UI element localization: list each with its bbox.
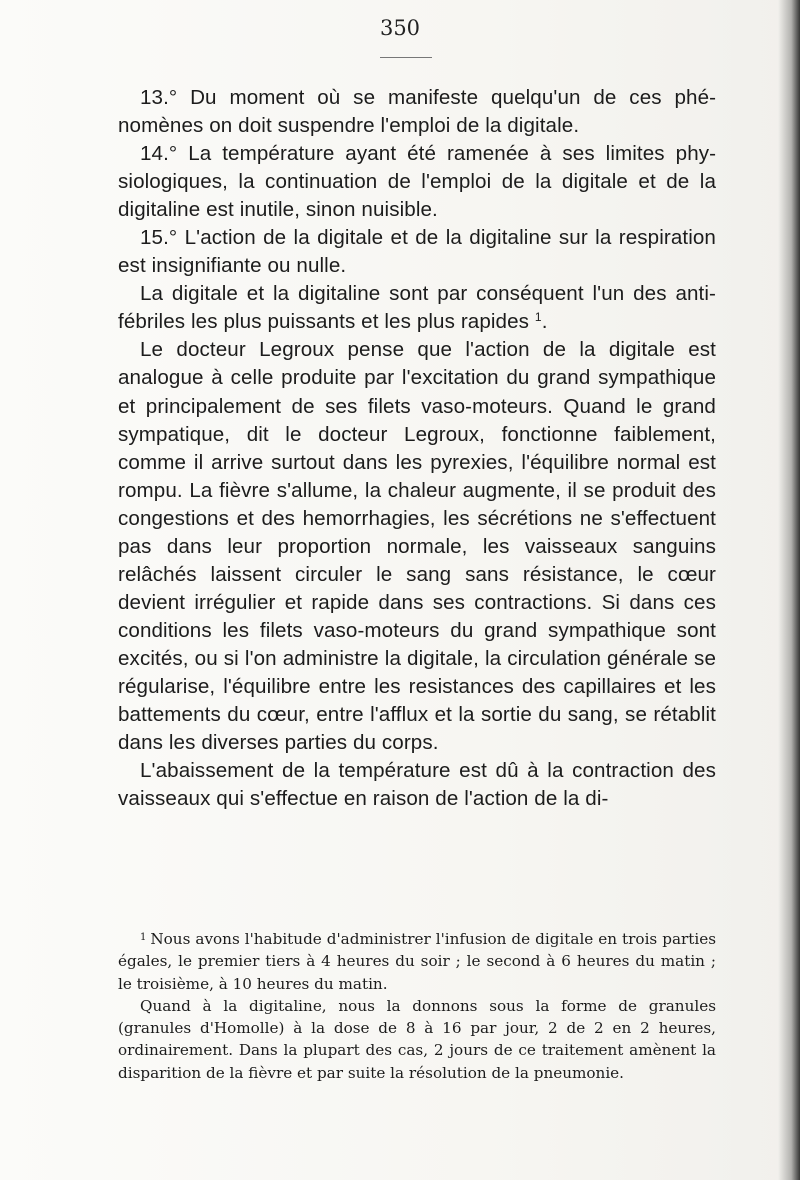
- footnote-1-continuation: Quand à la digitaline, nous la donnons sous la forme de granules (granules d'Homolle) à la dose de 8 à 16 par jour, 2 de 2 en 2 heures, ordinairement. Dans la plupart des cas, 2 jours de ce traitement amènent la disparition de la fièvre et par suite la résolution de la pneumonie.: [118, 996, 716, 1082]
- paragraph-legroux: Le docteur Legroux pense que l'action de la digitale est analogue à celle produite par l'excitation du grand sympathique et principalement de ses filets vaso-moteurs. Quand le grand sympatique, dit le docteur Legroux, fonctionne faiblement, comme il arrive surtout dans les pyrexies, l'équilibre normal est rompu. La fièvre s'allume, la chaleur augmente, il se produit des congestions et des hemorrhagies, les sécrétions ne s'effectuent pas dans leur proportion normale, les vaisseaux sanguins relâchés laissent circuler le sang sans résistance, le cœur devient irrégulier et rapide dans ses contractions. Si dans ces conditions les filets vaso-moteurs du grand sympathique sont excités, ou si l'on administre la digitale, la circulation générale se régularise, l'équilibre entre les resistances des capillaires et les battements du cœur, entre l'afflux et la sortie du sang, se rétablit dans les diverses parties du corps.: [118, 338, 716, 755]
- footnote-marker: 1: [140, 932, 147, 943]
- footnote-1: [118, 928, 716, 995]
- page-edge-shadow: [778, 0, 800, 1180]
- footnotes: [118, 928, 716, 1084]
- page-number: 350: [379, 16, 421, 40]
- paragraph-antifebriles: [118, 280, 716, 336]
- paragraph-abaissement: L'abaissement de la température est dû à la contraction des vaisseaux qui s'effectue en raison de l'action de la di-: [118, 759, 716, 811]
- page-number-rule: [380, 57, 432, 58]
- paragraph-14: 14.° La température ayant été ramenée à ses limites physiologiques, la continuation de l'emploi de la digitale et de la digitaline est inutile, sinon nuisible.: [118, 142, 716, 222]
- footnote-1-text: Nous avons l'habitude d'administrer l'infusion de digitale en trois parties égales, le premier tiers à 4 heures du soir ; le second à 6 heures du matin ; le troisième, à 10 heures du matin.: [118, 930, 716, 993]
- paragraph-antifebriles-text: La digitale et la digitaline sont par conséquent l'un des anti-fébriles les plus puissants et les plus rapides: [118, 282, 716, 334]
- paragraph-15: 15.° L'action de la digitale et de la digitaline sur la respiration est insignifiante ou nulle.: [118, 226, 716, 278]
- paragraph-13: 13.° Du moment où se manifeste quelqu'un de ces phénomènes on doit suspendre l'emploi de la digitale.: [118, 86, 716, 138]
- main-text: [118, 84, 716, 813]
- paragraph-antifebriles-end: .: [541, 310, 548, 334]
- footnote-reference: 1: [534, 310, 542, 325]
